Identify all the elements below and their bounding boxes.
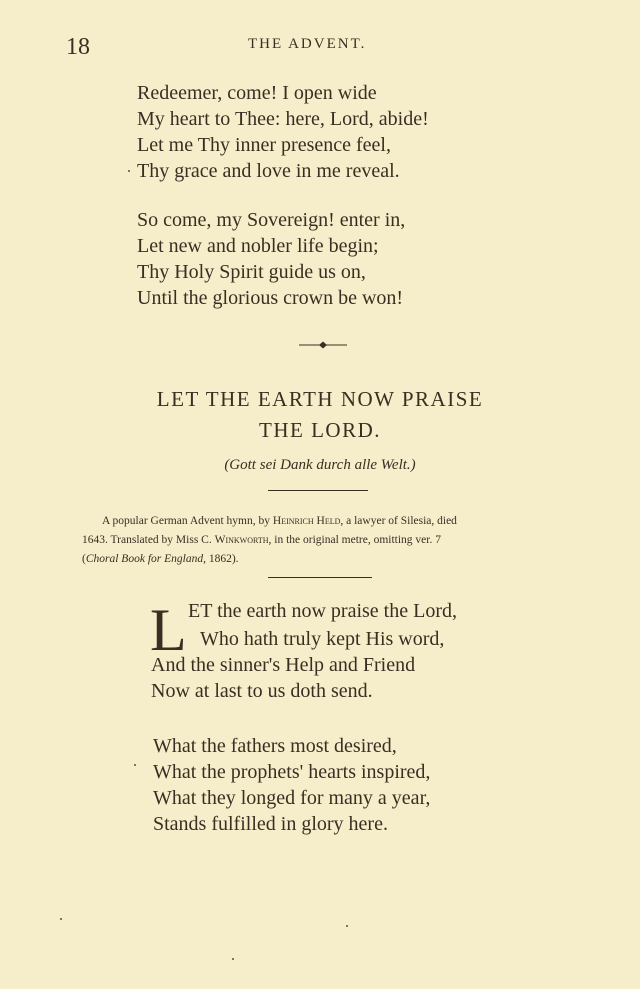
rule-divider (268, 577, 372, 578)
note-text: , in the original metre, omitting ver. 7 (268, 534, 441, 546)
verse-line: ET the earth now praise the Lord, (188, 600, 457, 622)
verse-line: My heart to Thee: here, Lord, abide! (137, 108, 429, 130)
print-speck (346, 925, 348, 927)
note-text: , 1862). (203, 553, 239, 565)
hymn-subtitle: (Gott sei Dank durch alle Welt.) (224, 457, 416, 473)
note-line (82, 531, 582, 550)
stanza (137, 80, 429, 184)
note-text: ( (82, 553, 86, 565)
ornament-divider-icon (299, 340, 347, 350)
note-text: A popular German Advent hymn, by (102, 515, 273, 527)
verse-line: Redeemer, come! I open wide (137, 82, 377, 104)
verse-line: Let new and nobler life begin; (137, 235, 379, 257)
verse-line: So come, my Sovereign! enter in, (137, 209, 406, 231)
verse-line: Until the glorious crown be won! (137, 287, 404, 309)
verse-line: What the prophets' hearts inspired, (153, 761, 431, 783)
author-name: Heinrich Held (272, 515, 341, 527)
translator-name: Winkworth (214, 534, 269, 546)
print-speck (128, 170, 130, 172)
stanza (153, 733, 430, 837)
verse-line: What the fathers most desired, (153, 735, 397, 757)
print-speck (60, 918, 62, 920)
verse-line: Let me Thy inner presence feel, (137, 134, 391, 156)
verse-line: Now at last to us doth send. (151, 680, 373, 702)
stanza (200, 626, 444, 652)
hymn-title-line-1: LET THE EARTH NOW PRAISE (156, 387, 484, 411)
stanza (151, 652, 415, 704)
verse-line: Thy grace and love in me reveal. (137, 160, 400, 182)
stanza (137, 207, 405, 311)
note-text: 1643. Translated by Miss C. (82, 534, 215, 546)
verse-line: Who hath truly kept His word, (200, 628, 445, 650)
verse-line: What they longed for many a year, (153, 787, 431, 809)
note-text: , a lawyer of Silesia, died (340, 515, 457, 527)
note-line (82, 512, 582, 531)
verse-line: Thy Holy Spirit guide us on, (137, 261, 366, 283)
print-speck (134, 764, 136, 766)
source-title: Choral Book for England (85, 553, 204, 565)
hymn-note (82, 512, 582, 569)
hymn-title-line-2: THE LORD. (259, 418, 381, 442)
running-title: THE ADVENT. (248, 36, 367, 52)
print-speck (232, 958, 234, 960)
drop-cap: L (150, 597, 187, 663)
running-header (0, 30, 640, 60)
page-number: 18 (66, 34, 90, 60)
rule-divider (268, 490, 368, 491)
verse-line: Stands fulfilled in glory here. (153, 813, 388, 835)
verse-line: And the sinner's Help and Friend (151, 654, 416, 676)
stanza-first-line (188, 598, 457, 624)
note-line (82, 550, 582, 569)
